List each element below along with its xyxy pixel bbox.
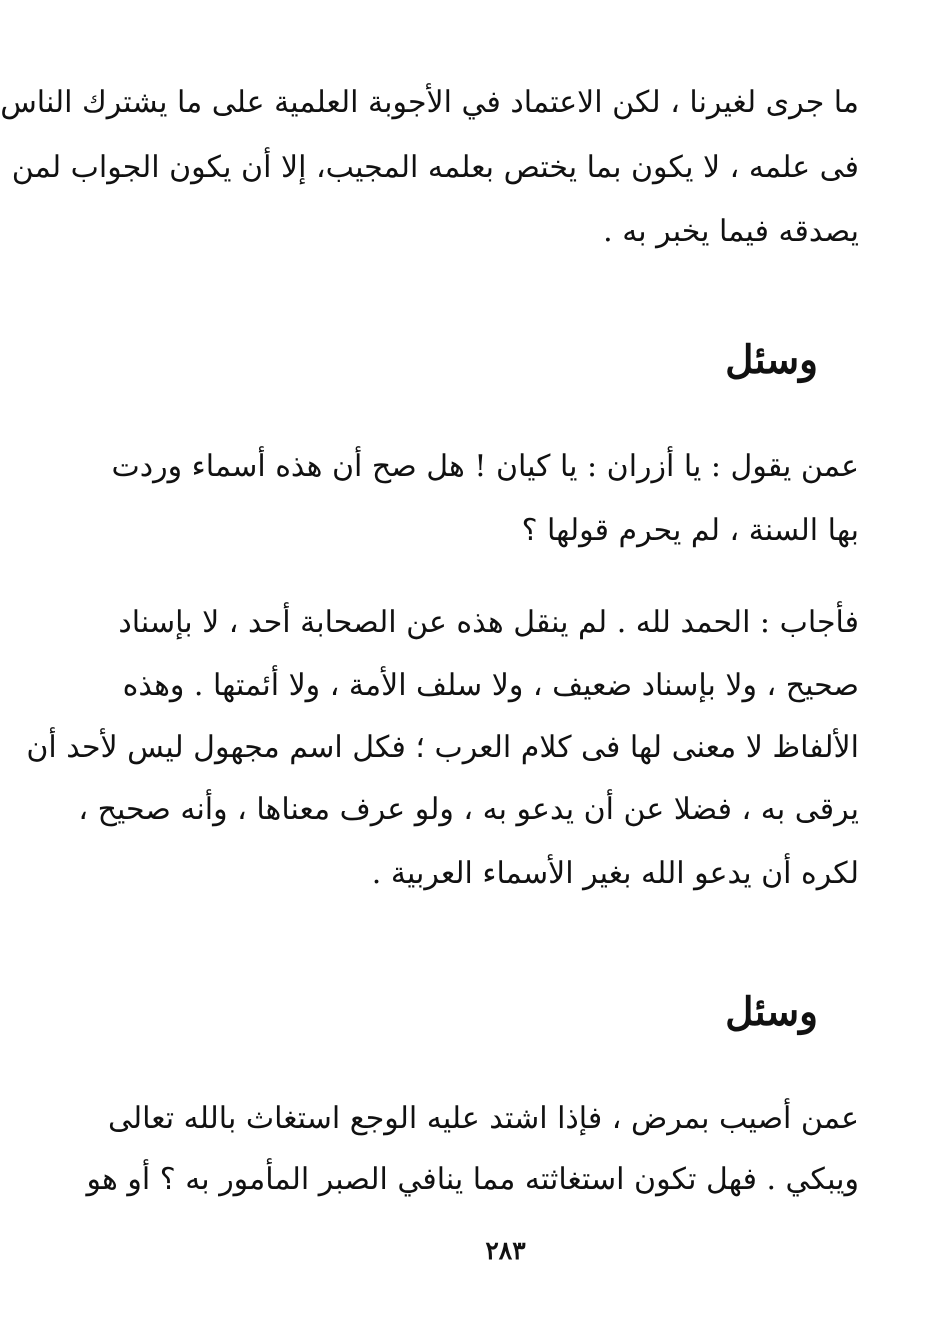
text-line: عمن أصيب بمرض ، فإذا اشتد عليه الوجع استغاث بالله تعالى — [108, 1101, 859, 1136]
text-line: ما جرى لغيرنا ، لكن الاعتماد في الأجوبة العلمية على ما يشترك الناس — [0, 85, 859, 120]
text-line: يرقى به ، فضلا عن أن يدعو به ، ولو عرف معناها ، وأنه صحيح ، — [78, 792, 859, 827]
page-number: ٢٨٣ — [485, 1236, 526, 1265]
text-line: بها السنة ، لم يحرم قولها ؟ — [521, 513, 859, 548]
section-heading: وسئل — [725, 337, 818, 383]
text-line: فى علمه ، لا يكون بما يختص بعلمه المجيب، إلا أن يكون الجواب لمن — [11, 150, 859, 185]
text-line: الألفاظ لا معنى لها فى كلام العرب ؛ فكل اسم مجهول ليس لأحد أن — [26, 730, 859, 765]
text-line: يصدقه فيما يخبر به . — [603, 214, 859, 249]
text-line: فأجاب : الحمد لله . لم ينقل هذه عن الصحابة أحد ، لا بإسناد — [118, 605, 859, 640]
text-line: عمن يقول : يا أزران : يا كيان ! هل صح أن هذه أسماء وردت — [111, 449, 859, 484]
text-line: ويبكي . فهل تكون استغاثته مما ينافي الصبر المأمور به ؟ أو هو — [86, 1162, 859, 1197]
section-heading: وسئل — [725, 989, 818, 1035]
text-line: لكره أن يدعو الله بغير الأسماء العربية . — [371, 856, 859, 891]
text-line: صحيح ، ولا بإسناد ضعيف ، ولا سلف الأمة ، ولا أئمتها . وهذه — [122, 668, 859, 703]
